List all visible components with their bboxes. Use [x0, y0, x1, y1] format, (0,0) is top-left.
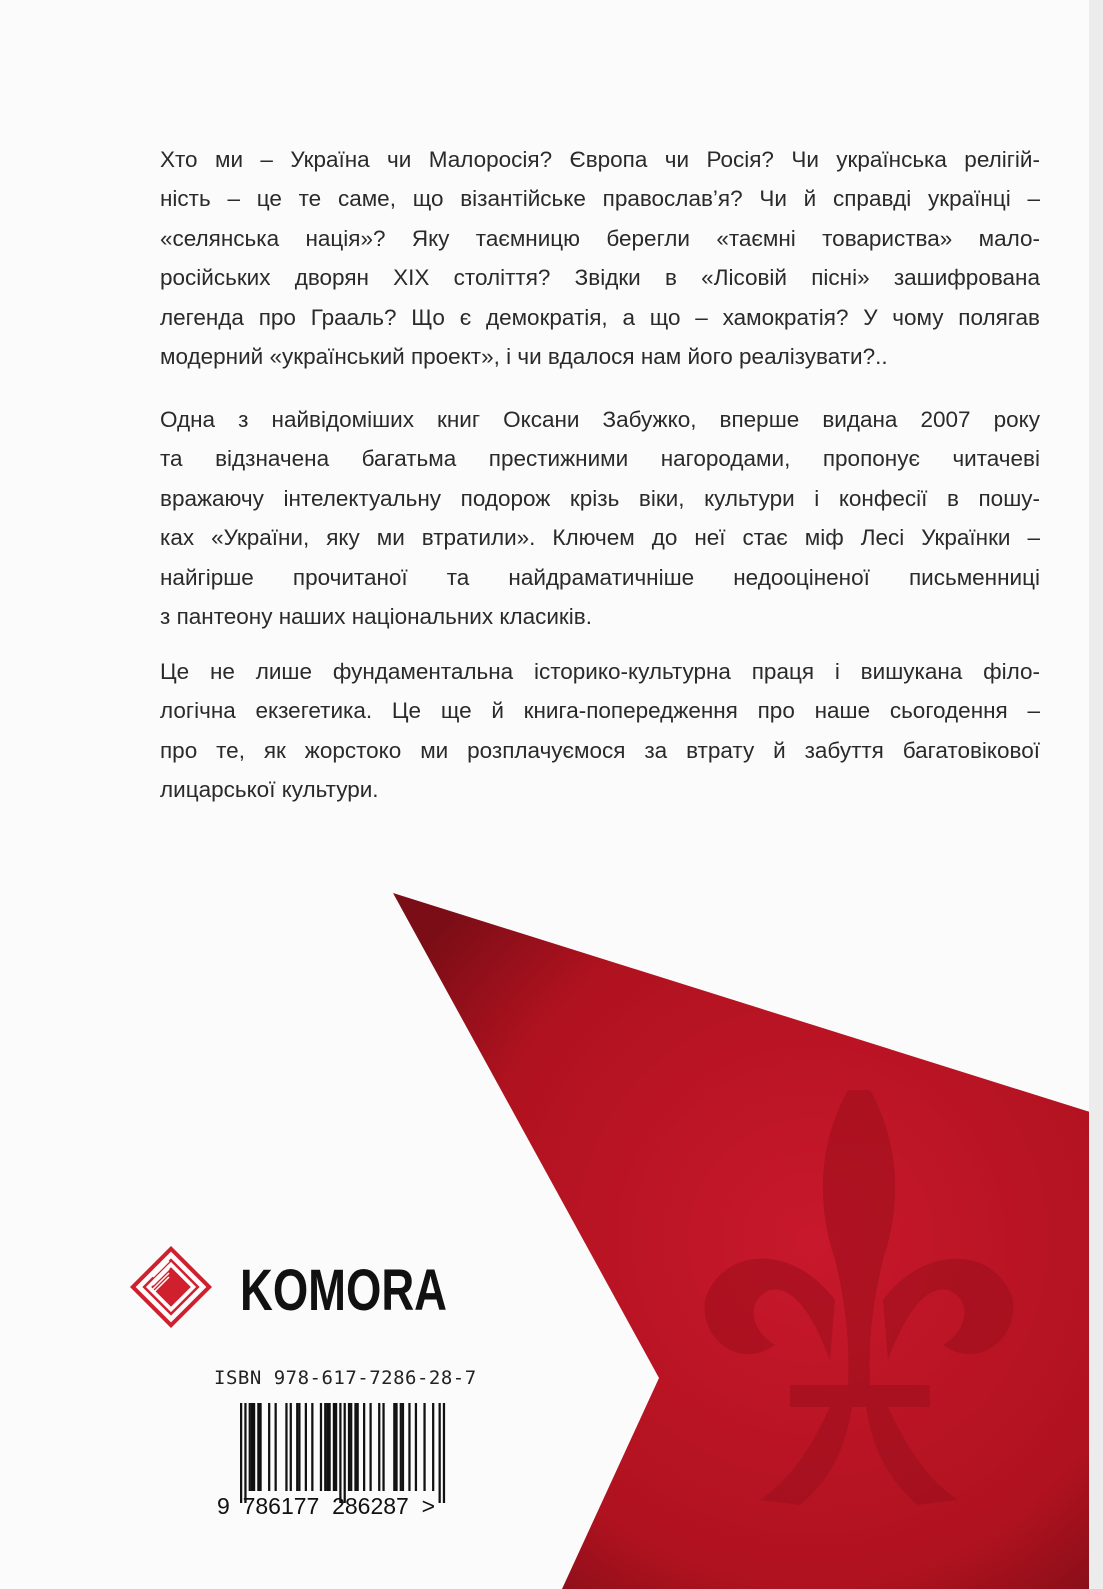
text-line: ність – це те саме, що візантійське православ’я? Чи й справді українці – — [160, 186, 1040, 212]
barcode-bar — [402, 1403, 404, 1491]
text-line: Одна з найвідоміших книг Оксани Забужко, вперше видана 2007 року — [160, 407, 1040, 432]
barcode-bar — [285, 1403, 287, 1491]
komora-logo-text: KOMORA — [240, 1258, 447, 1323]
text-line: з пантеону наших національних класиків. — [160, 603, 592, 629]
barcode-bar — [439, 1403, 441, 1503]
barcode-bar — [290, 1403, 292, 1491]
text-line: логічна екзегетика. Це ще й книга-попередження про наше сьогодення – — [160, 698, 1040, 724]
barcode-bar — [253, 1403, 255, 1491]
barcode-bar — [432, 1403, 434, 1491]
barcode-bar — [335, 1403, 337, 1491]
red-arrow-shape — [393, 893, 1090, 1589]
barcode-bar — [320, 1403, 322, 1491]
barcode-bar — [275, 1403, 277, 1491]
barcode-bar — [369, 1403, 371, 1491]
barcode-bar — [240, 1403, 242, 1503]
text-line: лицарської культури. — [160, 777, 379, 803]
barcode-bar — [378, 1403, 380, 1491]
barcode-bar — [423, 1403, 425, 1491]
text-line: ках «України, яку ми втратили». Ключем до неї стає міф Лесі Українки – — [160, 525, 1040, 551]
barcode-bar — [324, 1403, 326, 1491]
barcode-bar — [268, 1403, 270, 1491]
barcode-bar — [395, 1403, 397, 1491]
description-paragraph-1 — [160, 140, 1040, 376]
barcode-bar — [259, 1403, 261, 1491]
barcode-bar — [257, 1403, 259, 1491]
barcode-bar — [344, 1403, 346, 1503]
barcode-bar — [298, 1403, 300, 1491]
barcode-bar — [305, 1403, 307, 1491]
text-line: «селянська нація»? Яку таємницю берегли «таємні товариства» мало- — [160, 225, 1040, 251]
scan-edge — [1089, 0, 1103, 1589]
barcode-bar — [382, 1403, 384, 1491]
barcode-bar — [357, 1403, 359, 1491]
text-line: легенда про Грааль? Що є демократія, а що – хамократія? У чому полягав — [160, 304, 1040, 330]
text-line: Хто ми – Україна чи Малоросія? Європа чи Росія? Чи українська релігій- — [160, 147, 1040, 172]
barcode-bar — [363, 1403, 365, 1491]
barcode-bar — [333, 1403, 335, 1491]
isbn-barcode — [240, 1403, 445, 1503]
barcode-bar — [350, 1403, 352, 1491]
text-line: модерний «український проект», і чи вдалося нам його реалізувати?.. — [160, 343, 888, 369]
text-line: російських дворян XIX століття? Звідки в «Лісовій пісні» зашифрована — [160, 265, 1040, 291]
text-line: найгірше прочитаної та найдраматичніше недооціненої письменниці — [160, 564, 1040, 590]
barcode-bar — [249, 1403, 251, 1491]
barcode-digits: 9 786177 286287 > — [217, 1493, 436, 1519]
text-line: про те, як жорстоко ми розплачуємося за втрату й забуття багатовікової — [160, 737, 1040, 763]
text-line: Це не лише фундаментальна історико-культурна праця і вишукана філо- — [160, 659, 1040, 684]
isbn-label: ISBN 978-617-7286-28-7 — [214, 1367, 477, 1389]
barcode-bar — [348, 1403, 350, 1491]
barcode-bar — [326, 1403, 328, 1491]
barcode-bar — [339, 1403, 341, 1503]
barcode-bar — [354, 1403, 356, 1491]
barcode-bar — [296, 1403, 298, 1491]
barcode-bar — [311, 1403, 313, 1491]
description-paragraph-3 — [160, 652, 1040, 810]
barcode-bar — [251, 1403, 253, 1491]
barcode-bar — [400, 1403, 402, 1491]
barcode-bar — [415, 1403, 417, 1491]
description-paragraph-2 — [160, 400, 1040, 636]
barcode-bar — [244, 1403, 246, 1503]
text-line: та відзначена багатьма престижними нагородами, пропонує читачеві — [160, 446, 1040, 472]
barcode-bar — [443, 1403, 445, 1503]
barcode-bar — [408, 1403, 410, 1491]
text-line: вражаючу інтелектуальну подорож крізь віки, культури і конфесії в пошу- — [160, 485, 1040, 511]
barcode-bar — [328, 1403, 330, 1491]
barcode-bar — [393, 1403, 395, 1491]
